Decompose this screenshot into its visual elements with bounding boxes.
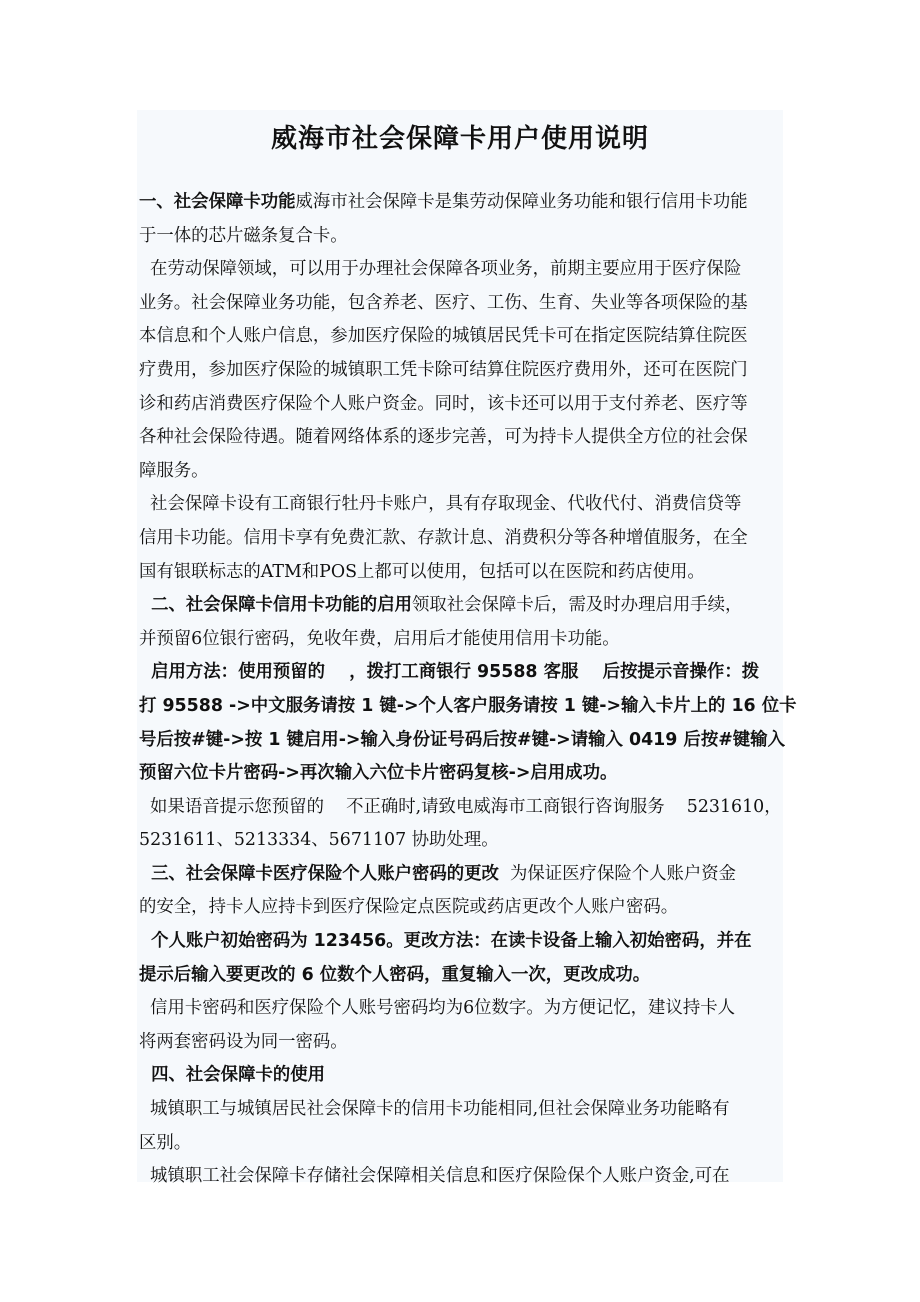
text: 威海市社会保障卡是集劳动保障业务功能和银行信用卡功能: [295, 192, 748, 212]
text-line: [139, 287, 839, 321]
text: 业务。社会保障业务功能，包含养老、医疗、工伤、生育、失业等各项保险的基: [139, 292, 748, 313]
text-line: [139, 1059, 839, 1093]
text-line: [139, 320, 839, 354]
text: 并预留6位银行密码，免收年费，启用后才能使用信用卡功能。: [139, 628, 620, 649]
bold-text: 二、社会保障卡信用卡功能的启用: [139, 595, 412, 616]
bold-text: 预留六位卡片密码->再次输入六位卡片密码复核->启用成功。: [139, 763, 618, 784]
text: 5231611、5213334、5671107 协助处理。: [139, 830, 499, 851]
bold-text: 启用方法：使用预留的 ，拨打工商银行 95588 客服 后按提示音操作：拨: [139, 662, 760, 683]
text-line: [139, 925, 839, 959]
document-body: [139, 186, 839, 1194]
text-line: [139, 623, 839, 657]
text: 的安全，持卡人应持卡到医疗保险定点医院或药店更改个人账户密码。: [139, 897, 679, 918]
text-line: [139, 354, 839, 388]
text-line: [139, 589, 839, 623]
text: 各种社会保险待遇。随着网络体系的逐步完善，可为持卡人提供全方位的社会保: [139, 427, 748, 448]
text-line: [139, 959, 839, 993]
text-line: [139, 690, 839, 724]
text-line: [139, 757, 839, 791]
text-line: [139, 656, 839, 690]
text-line: [139, 421, 839, 455]
text: 社会保障卡设有工商银行牡丹卡账户，具有存取现金、代收代付、消费信贷等: [139, 494, 742, 515]
text-line: [139, 1093, 839, 1127]
text: 本信息和个人账户信息，参加医疗保险的城镇居民凭卡可在指定医院结算住院医: [139, 326, 748, 347]
text-line: [139, 824, 839, 858]
text: 领取社会保障卡后，需及时办理启用手续，: [411, 595, 743, 616]
text: 信用卡密码和医疗保险个人账号密码均为6位数字。为方便记忆，建议持卡人: [139, 998, 736, 1019]
text: 障服务。: [139, 460, 209, 481]
text: 国有银联标志的ATM和POS上都可以使用，包括可以在医院和药店使用。: [139, 561, 705, 582]
text: 于一体的芯片磁条复合卡。: [139, 225, 348, 246]
text-line: [139, 791, 839, 825]
text: 将两套密码设为同一密码。: [139, 1031, 348, 1052]
text: 诊和药店消费医疗保险个人账户资金。同时，该卡还可以用于支付养老、医疗等: [139, 393, 748, 414]
text-line: [139, 1160, 839, 1194]
text: 区别。: [139, 1132, 192, 1153]
text-line: [139, 1127, 839, 1161]
text-line: [139, 488, 839, 522]
bold-text: 三、社会保障卡医疗保险个人账户密码的更改: [139, 863, 499, 884]
text: 城镇职工社会保障卡存储社会保障相关信息和医疗保险保个人账户资金,可在: [139, 1166, 730, 1187]
text-line: [139, 220, 839, 254]
bold-text: 打 95588 ->中文服务请按 1 键->个人客户服务请按 1 键->输入卡片上的 16 位卡: [139, 695, 797, 716]
text: 为保证医疗保险个人账户资金: [498, 863, 737, 884]
text-line: [139, 186, 839, 220]
text-line: [139, 1026, 839, 1060]
text-line: [139, 556, 839, 590]
bold-text: 号后按#键->按 1 键启用->输入身份证号码后按#键->请输入 0419 后按#键输入: [139, 729, 785, 750]
text-line: [139, 992, 839, 1026]
text-line: [139, 253, 839, 287]
text: 如果语音提示您预留的 不正确时,请致电威海市工商银行咨询服务 5231610，: [139, 796, 782, 817]
text-line: [139, 858, 839, 892]
bold-text: 一、社会保障卡功能: [139, 192, 296, 212]
text: 疗费用，参加医疗保险的城镇职工凭卡除可结算住院医疗费用外，还可在医院门: [139, 359, 748, 380]
text-line: [139, 522, 839, 556]
text-line: [139, 388, 839, 422]
text-line: [139, 891, 839, 925]
text: 城镇职工与城镇居民社会保障卡的信用卡功能相同,但社会保障业务功能略有: [139, 1099, 730, 1120]
bold-text: 个人账户初始密码为 123456。更改方法：在读卡设备上输入初始密码，并在: [139, 931, 752, 952]
text-line: [139, 455, 839, 489]
document-page: [137, 110, 797, 1187]
text: 信用卡功能。信用卡享有免费汇款、存款计息、消费积分等各种增值服务，在全: [139, 527, 748, 548]
text-line: [139, 724, 839, 758]
text: 在劳动保障领域，可以用于办理社会保障各项业务，前期主要应用于医疗保险: [139, 259, 742, 280]
bold-text: 提示后输入要更改的 6 位数个人密码，重复输入一次，更改成功。: [139, 964, 651, 985]
bold-text: 四、社会保障卡的使用: [139, 1065, 326, 1086]
document-title: 威海市社会保障卡用户使用说明: [270, 124, 649, 154]
